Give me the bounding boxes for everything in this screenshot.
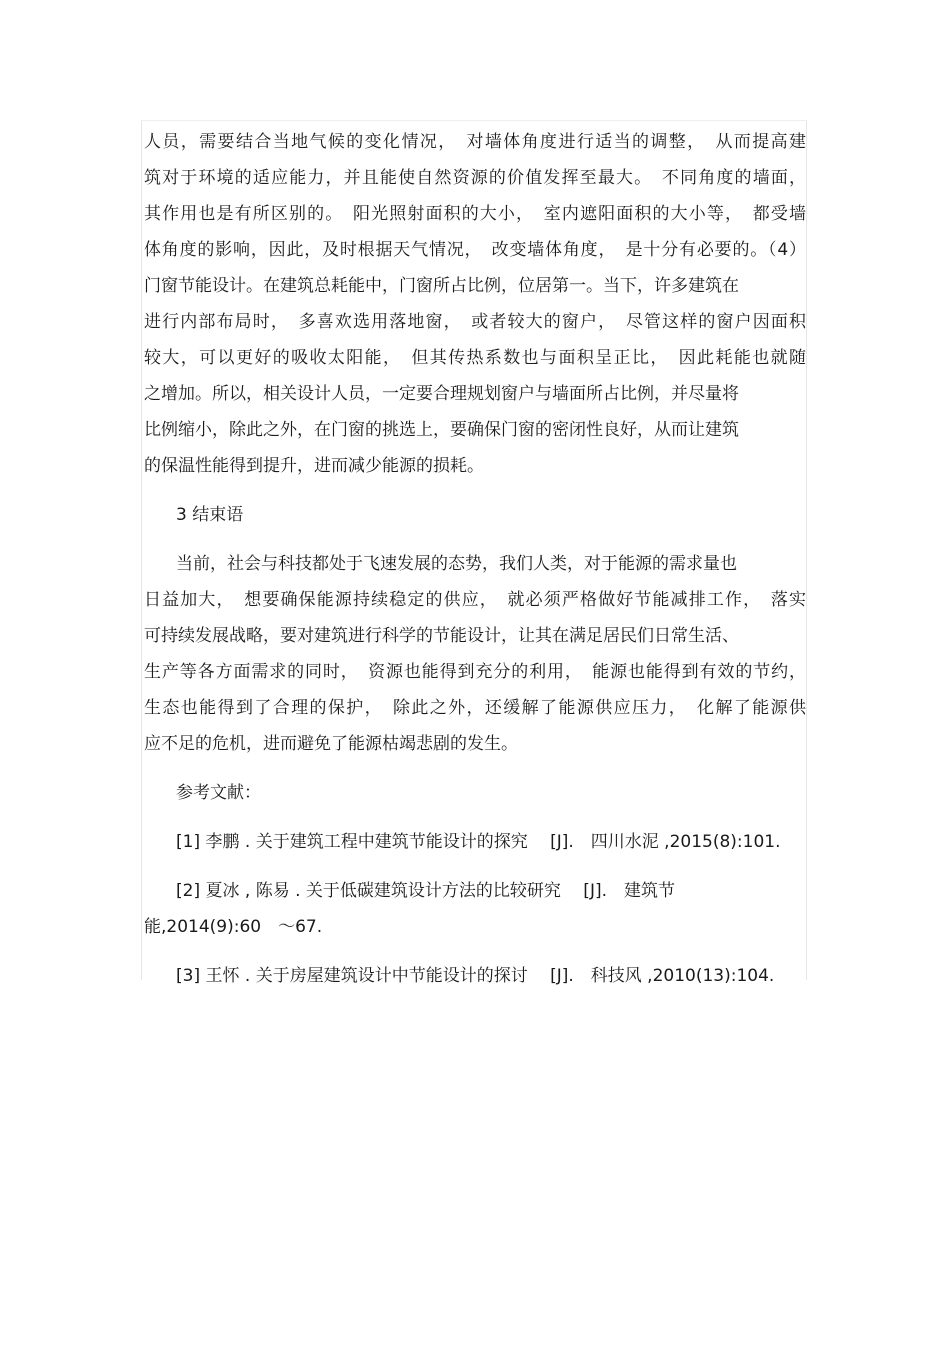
reference-item [144, 824, 806, 860]
conclusion-paragraph [144, 546, 806, 762]
paragraph-line: 生态也能得到了合理的保护， 除此之外，还缓解了能源供应压力， 化解了能源供 [144, 698, 806, 718]
paragraph-line: 门窗节能设计。在建筑总耗能中，门窗所占比例，位居第一。当下，许多建筑在 [144, 276, 739, 296]
paragraph-line: 可持续发展战略，要对建筑进行科学的节能设计，让其在满足居民们日常生活、 [144, 626, 739, 646]
paragraph-line: 人员，需要结合当地气候的变化情况， 对墙体角度进行适当的调整， 从而提高建 [144, 132, 806, 152]
body-paragraph [144, 124, 806, 484]
paragraph-line: 的保温性能得到提升，进而减少能源的损耗。 [144, 456, 484, 476]
paragraph-line: 进行内部布局时， 多喜欢选用落地窗， 或者较大的窗户， 尽管这样的窗户因面积 [144, 312, 806, 332]
paragraph-line: 较大，可以更好的吸收太阳能， 但其传热系数也与面积呈正比， 因此耗能也就随 [144, 348, 806, 368]
reference-line: [3] 王怀 . 关于房屋建筑设计中节能设计的探讨 [J]. 科技风 ,2010(13):104. [176, 966, 775, 986]
section-heading: 3 结束语 [176, 505, 244, 525]
paragraph-line: 生产等各方面需求的同时， 资源也能得到充分的利用， 能源也能得到有效的节约， [144, 662, 806, 682]
paragraph-line: 之增加。所以，相关设计人员，一定要合理规划窗户与墙面所占比例，并尽量将 [144, 384, 739, 404]
paragraph-line: 其作用也是有所区别的。 阳光照射面积的大小， 室内遮阳面积的大小等， 都受墙 [144, 204, 806, 224]
reference-item [144, 873, 806, 945]
reference-line: [2] 夏冰 , 陈易 . 关于低碳建筑设计方法的比较研究 [J]. 建筑节 [176, 881, 675, 901]
paragraph-line: 当前，社会与科技都处于飞速发展的态势，我们人类，对于能源的需求量也 [176, 554, 737, 574]
reference-line: 能,2014(9):60 ～67. [144, 917, 323, 937]
paragraph-line: 体角度的影响，因此，及时根据天气情况， 改变墙体角度， 是十分有必要的。（4） [144, 240, 806, 260]
document-content [144, 124, 806, 994]
references-section [144, 775, 806, 994]
paragraph-line: 比例缩小，除此之外，在门窗的挑选上，要确保门窗的密闭性良好，从而让建筑 [144, 420, 739, 440]
references-heading: 参考文献： [176, 783, 261, 803]
reference-item [144, 958, 806, 994]
paragraph-line: 筑对于环境的适应能力，并且能使自然资源的价值发挥至最大。 不同角度的墙面， [144, 168, 806, 188]
paragraph-line: 日益加大， 想要确保能源持续稳定的供应， 就必须严格做好节能减排工作， 落实 [144, 590, 806, 610]
conclusion-section [144, 497, 806, 762]
paragraph-line: 应不足的危机，进而避免了能源枯竭悲剧的发生。 [144, 734, 518, 754]
reference-line: [1] 李鹏 . 关于建筑工程中建筑节能设计的探究 [J]. 四川水泥 ,2015(8):101. [176, 832, 781, 852]
